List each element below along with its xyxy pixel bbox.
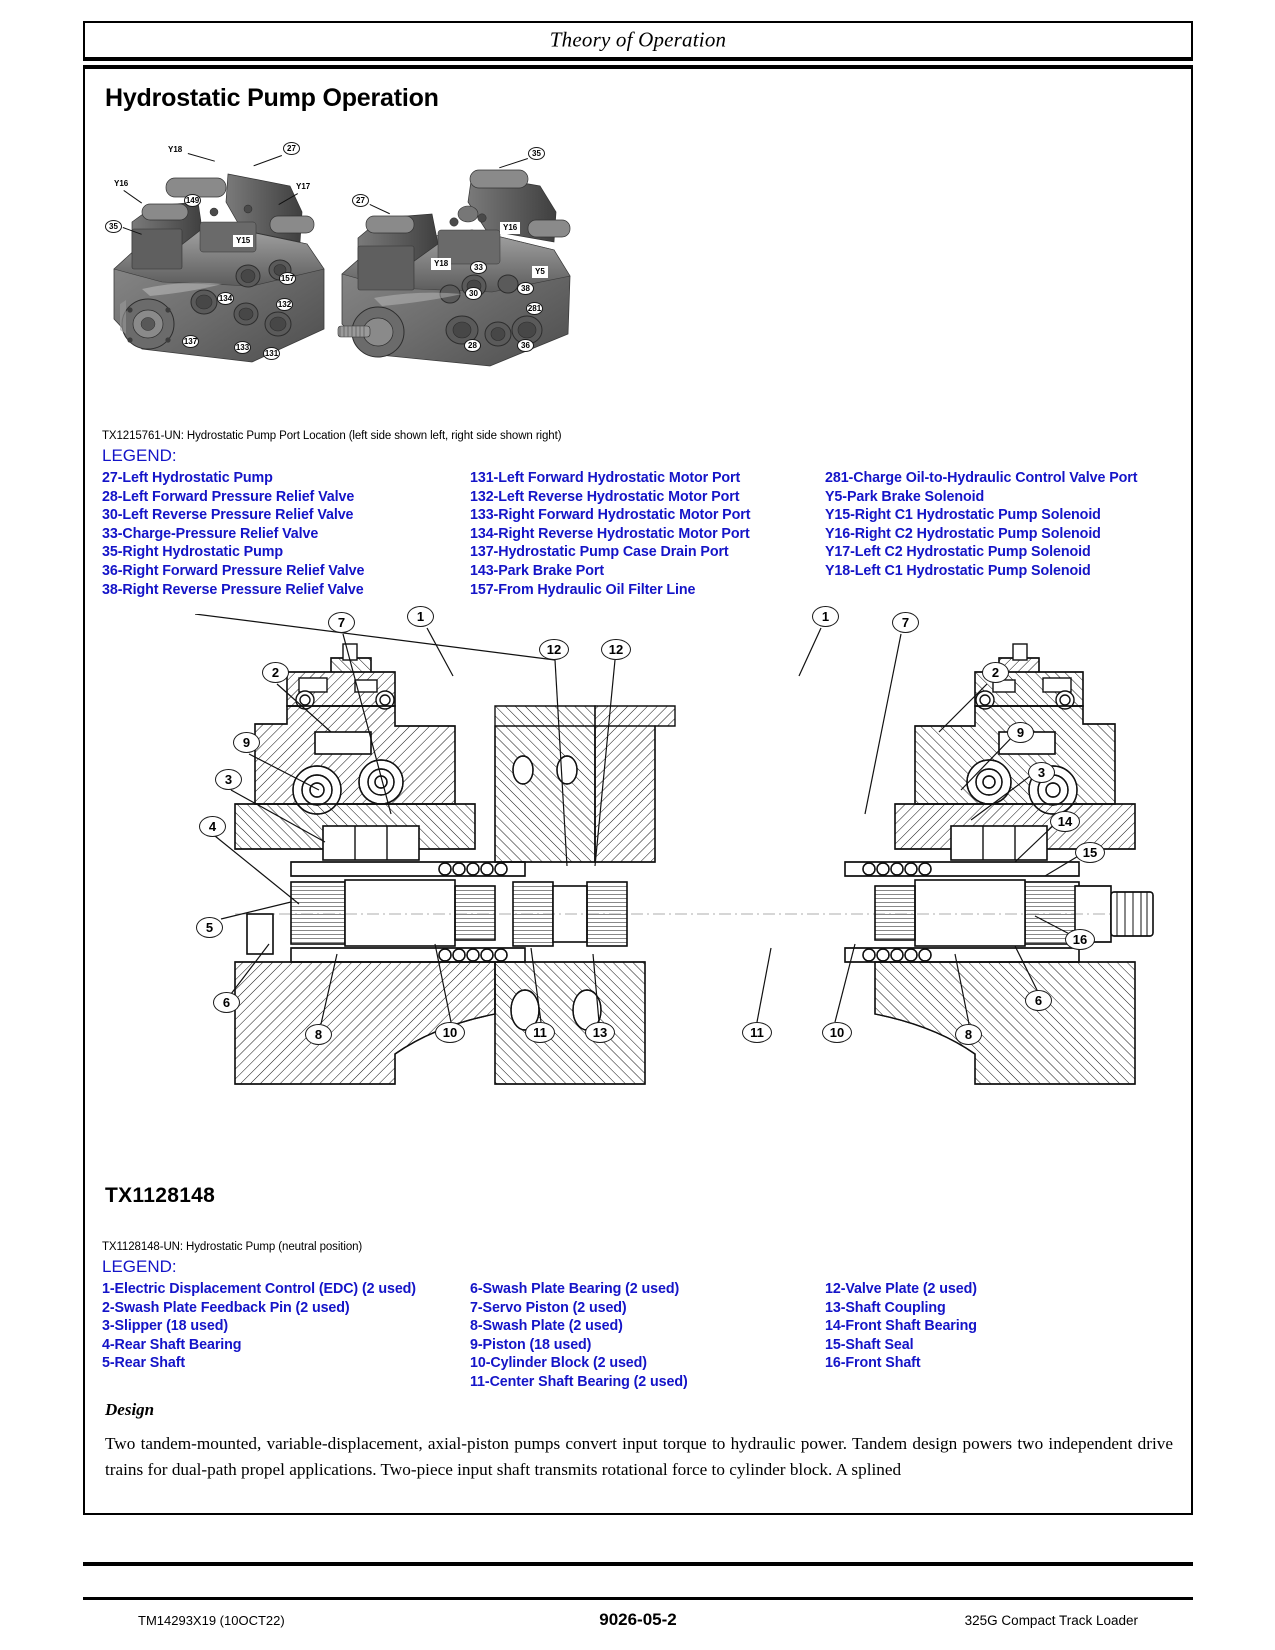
figure1-legend-column-3	[825, 469, 1195, 599]
callout-left-137: 137	[183, 337, 198, 346]
footer-page-number: 9026-05-2	[599, 1610, 677, 1629]
figure2-caption: TX1128148-UN: Hydrostatic Pump (neutral position)	[102, 1241, 363, 1253]
xsec-callout-14: 14	[1050, 811, 1080, 832]
xsec-callout-8-left: 8	[305, 1024, 332, 1045]
callout-left-133: 133	[235, 343, 250, 352]
legend-item: 281-Charge Oil-to-Hydraulic Control Valve Port	[825, 470, 1138, 486]
xsec-callout-9-left: 9	[233, 732, 260, 753]
legend-item: 132-Left Reverse Hydrostatic Motor Port	[470, 488, 740, 505]
xsec-callout-12-right: 12	[601, 639, 631, 660]
legend-item: 131-Left Forward Hydrostatic Motor Port	[470, 470, 741, 486]
xsec-callout-16: 16	[1065, 929, 1095, 950]
legend-item: Y5-Park Brake Solenoid	[825, 488, 985, 505]
legend-item: 157-From Hydraulic Oil Filter Line	[470, 581, 696, 598]
callout-right-Y18: Y18	[431, 258, 451, 270]
xsec-callout-2-right: 2	[982, 662, 1009, 683]
callout-right-30: 30	[465, 287, 482, 300]
legend-item: 13-Shaft Coupling	[825, 1299, 946, 1316]
page-header	[83, 21, 1193, 61]
left-hydrostatic-pump-photo	[102, 134, 352, 384]
xsec-callout-3-left: 3	[215, 769, 242, 790]
xsec-callout-5: 5	[196, 917, 223, 938]
legend-item: 38-Right Reverse Pressure Relief Valve	[102, 581, 364, 598]
figure2-legend-column-1	[102, 1280, 470, 1392]
legend-item: 2-Swash Plate Feedback Pin (2 used)	[102, 1299, 350, 1316]
legend-item: 4-Rear Shaft Bearing	[102, 1336, 242, 1353]
xsec-callout-10-right: 10	[822, 1022, 852, 1043]
legend-item: 12-Valve Plate (2 used)	[825, 1281, 977, 1297]
legend-item: 137-Hydrostatic Pump Case Drain Port	[470, 544, 729, 561]
content-frame	[83, 65, 1193, 1515]
xsec-callout-6-left: 6	[213, 992, 240, 1013]
xsec-callout-6-right: 6	[1025, 990, 1052, 1011]
legend-item: 30-Left Reverse Pressure Relief Valve	[102, 507, 354, 524]
legend-item: Y16-Right C2 Hydrostatic Pump Solenoid	[825, 525, 1101, 542]
cross-section-drawing	[195, 614, 1175, 1174]
callout-right-36: 36	[517, 339, 534, 352]
callout-left-35: 35	[105, 220, 122, 233]
xsec-callout-13: 13	[585, 1022, 615, 1043]
xsec-callout-1-right: 1	[812, 606, 839, 627]
callout-right-Y5: Y5	[532, 266, 548, 278]
hydrostatic-pump-cross-section-figure	[195, 609, 1175, 1174]
figure2-legend	[102, 1280, 1195, 1392]
callout-left-157: 157	[280, 274, 295, 283]
legend-item: 35-Right Hydrostatic Pump	[102, 544, 284, 561]
legend-item: 143-Park Brake Port	[470, 562, 604, 579]
xsec-callout-2-left: 2	[262, 662, 289, 683]
callout-left-131: 131	[264, 349, 279, 358]
legend-item: 11-Center Shaft Bearing (2 used)	[470, 1373, 688, 1390]
xsec-callout-15: 15	[1075, 842, 1105, 863]
legend-item: 6-Swash Plate Bearing (2 used)	[470, 1281, 680, 1297]
legend-item: 133-Right Forward Hydrostatic Motor Port	[470, 507, 751, 524]
legend-item: 1-Electric Displacement Control (EDC) (2 used)	[102, 1281, 416, 1297]
callout-left-132: 132	[277, 300, 292, 309]
figure2-code: TX1128148	[105, 1184, 216, 1207]
xsec-callout-11-left: 11	[525, 1022, 555, 1043]
figure1-caption: TX1215761-UN: Hydrostatic Pump Port Location (left side shown left, right side shown right)	[102, 430, 562, 442]
callout-right-33: 33	[470, 261, 487, 274]
footer-rule-top	[83, 1562, 1193, 1566]
xsec-callout-9-right: 9	[1007, 722, 1034, 743]
xsec-callout-12-left: 12	[539, 639, 569, 660]
legend-item: 27-Left Hydrostatic Pump	[102, 470, 273, 486]
legend-item: 28-Left Forward Pressure Relief Valve	[102, 488, 355, 505]
legend-item: 36-Right Forward Pressure Relief Valve	[102, 562, 365, 579]
legend-item: Y17-Left C2 Hydrostatic Pump Solenoid	[825, 544, 1091, 561]
design-body-text: Two tandem-mounted, variable-displacement, axial-piston pumps convert input torque to hydraulic power. Tandem design powers two independent drive trains for dual-path propel applications. Two-piece input shaft transmits rotational force to cylinder block. A splined	[105, 1434, 1173, 1479]
legend-item: 8-Swash Plate (2 used)	[470, 1318, 623, 1335]
legend-item: 16-Front Shaft	[825, 1355, 921, 1372]
legend-item: 9-Piston (18 used)	[470, 1336, 592, 1353]
callout-right-35: 35	[528, 147, 545, 160]
callout-right-27: 27	[352, 194, 369, 207]
xsec-callout-1-left: 1	[407, 606, 434, 627]
page-header-title: Theory of Operation	[549, 27, 727, 52]
callout-right-281: 281	[527, 304, 542, 313]
callout-left-Y16: Y16	[114, 179, 129, 188]
figure2-legend-label: LEGEND:	[102, 1257, 177, 1276]
xsec-callout-10-left: 10	[435, 1022, 465, 1043]
figure1-legend-column-2	[470, 469, 825, 599]
design-heading: Design	[105, 1400, 155, 1419]
figure2-legend-column-2	[470, 1280, 825, 1392]
legend-item: Y18-Left C1 Hydrostatic Pump Solenoid	[825, 562, 1091, 579]
legend-item: 33-Charge-Pressure Relief Valve	[102, 525, 319, 542]
callout-left-27: 27	[283, 142, 300, 155]
legend-item: 7-Servo Piston (2 used)	[470, 1299, 627, 1316]
xsec-callout-7-left: 7	[328, 612, 355, 633]
callout-left-Y18: Y18	[168, 145, 183, 154]
footer-rule-bottom	[83, 1597, 1193, 1600]
footer-model-name: 325G Compact Track Loader	[964, 1612, 1138, 1628]
xsec-callout-11-right: 11	[742, 1022, 772, 1043]
page-footer	[83, 1605, 1193, 1635]
callout-right-38: 38	[517, 282, 534, 295]
footer-manual-number: TM14293X19 (10OCT22)	[138, 1612, 285, 1628]
xsec-callout-3-right: 3	[1028, 762, 1055, 783]
legend-item: 134-Right Reverse Hydrostatic Motor Port	[470, 525, 750, 542]
callout-left-149: 149	[185, 196, 200, 205]
right-hydrostatic-pump-photo	[322, 134, 582, 384]
callout-left-Y15: Y15	[233, 235, 253, 247]
callout-left-134: 134	[218, 294, 233, 303]
xsec-callout-8-right: 8	[955, 1024, 982, 1045]
legend-item: 14-Front Shaft Bearing	[825, 1318, 977, 1335]
legend-item: Y15-Right C1 Hydrostatic Pump Solenoid	[825, 507, 1101, 524]
figure1-legend	[102, 469, 1195, 599]
legend-item: 10-Cylinder Block (2 used)	[470, 1355, 647, 1372]
figure1-legend-label: LEGEND:	[102, 446, 177, 465]
pump-port-location-figure	[102, 134, 592, 384]
xsec-callout-7-right: 7	[892, 612, 919, 633]
callout-right-28: 28	[464, 339, 481, 352]
callout-left-Y17: Y17	[296, 182, 311, 191]
xsec-callout-4: 4	[199, 816, 226, 837]
figure1-legend-column-1	[102, 469, 470, 599]
callout-right-Y16: Y16	[500, 222, 520, 234]
legend-item: 3-Slipper (18 used)	[102, 1318, 229, 1335]
figure2-legend-column-3	[825, 1280, 1195, 1392]
legend-item: 5-Rear Shaft	[102, 1355, 186, 1372]
legend-item: 15-Shaft Seal	[825, 1336, 914, 1353]
section-title: Hydrostatic Pump Operation	[105, 84, 439, 112]
